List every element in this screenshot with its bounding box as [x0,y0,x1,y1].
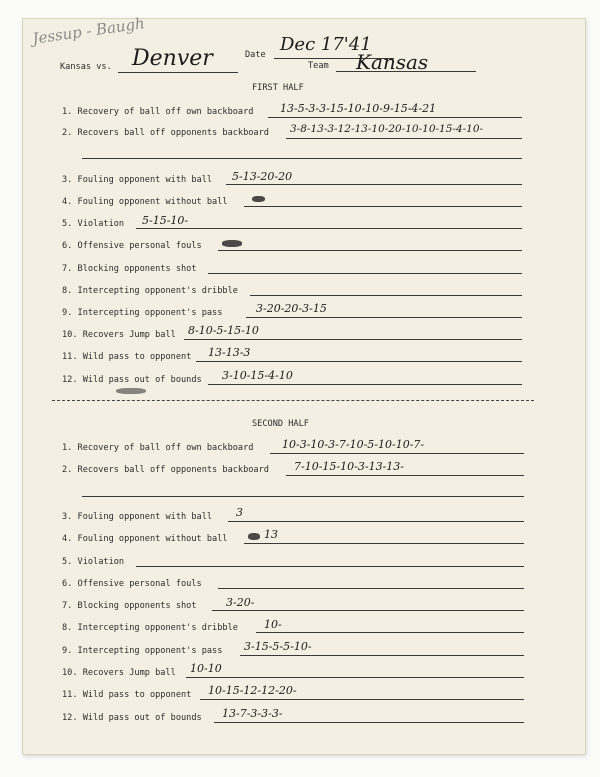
fh-row-11-label: 11. Wild pass to opponent [62,352,192,362]
fh-row-5-label: 5. Violation [62,219,125,229]
fh-row-7-line [208,273,522,274]
fh-row-1-value: 13-5-3-3-15-10-10-9-15-4-21 [280,102,437,115]
sh-row-12-value: 13-7-3-3-3- [222,707,283,720]
fh-row-7-label: 7. Blocking opponents shot [62,264,197,274]
fh-row-5-value: 5-15-10- [142,214,189,227]
fh-row-5-line [136,228,522,229]
date-label: Date [245,50,266,60]
date-value: Dec 17'41 [280,34,372,55]
sh-row-2-label: 2. Recovers ball off opponents backboard [62,465,269,475]
sh-row-10-line [186,677,524,678]
fh-row-11-line [196,361,522,362]
sh-row-11-label: 11. Wild pass to opponent [62,690,192,700]
sh-row-8-line [256,632,524,633]
sh-row-1-label: 1. Recovery of ball off own backboard [62,443,254,453]
sh-row-9-value: 3-15-5-5-10- [244,640,312,653]
fh-row-4-scribble [252,196,265,202]
second-half-title: SECOND HALF [252,419,309,429]
sh-row-4-label: 4. Fouling opponent without ball [62,534,228,544]
fh-row-9-line [246,317,522,318]
sh-row-4-line [244,543,524,544]
sh-row-6-line [218,588,524,589]
fh-row-8-line [250,295,522,296]
pencil-note: Jessup - Baugh [31,14,146,48]
kansas-vs-label: Kansas vs. [60,62,112,72]
fh-row-1-label: 1. Recovery of ball off own backboard [62,107,254,117]
opponent-name: Denver [132,46,213,71]
team-label: Team [308,61,329,71]
fh-row-12-value: 3-10-15-4-10 [222,369,293,382]
sh-row-2-extra-line [82,496,524,497]
sh-row-5-line [136,566,524,567]
sh-row-8-value: 10- [264,618,282,631]
fh-row-6-label: 6. Offensive personal fouls [62,241,202,251]
fh-row-2-label: 2. Recovers ball off opponents backboard [62,128,269,138]
sh-row-10-label: 10. Recovers Jump ball [62,668,176,678]
fh-row-1-line [268,117,522,118]
fh-row-10-value: 8-10-5-15-10 [188,324,259,337]
sh-row-3-label: 3. Fouling opponent with ball [62,512,213,522]
sh-row-5-label: 5. Violation [62,557,125,567]
sh-row-11-line [200,699,524,700]
sh-row-6-label: 6. Offensive personal fouls [62,579,202,589]
sh-row-4-scribble [248,533,260,540]
fh-row-8-label: 8. Intercepting opponent's dribble [62,286,238,296]
sh-row-12-line [214,722,524,723]
fh-row-2-value: 3-8-13-3-12-13-10-20-10-10-15-4-10- [290,123,484,135]
sh-row-12-label: 12. Wild pass out of bounds [62,713,202,723]
fh-row-3-line [226,184,522,185]
sh-row-11-value: 10-15-12-12-20- [208,684,297,697]
fh-row-6-line [218,250,522,251]
sh-row-2-line [286,475,524,476]
sh-row-4-value: 13 [264,528,278,541]
sh-row-9-label: 9. Intercepting opponent's pass [62,646,223,656]
sh-row-3-value: 3 [236,506,243,519]
fh-row-10-line [184,339,522,340]
fh-row-12-line [208,384,522,385]
sh-row-8-label: 8. Intercepting opponent's dribble [62,623,238,633]
fh-row-3-label: 3. Fouling opponent with ball [62,175,213,185]
fh-row-11-value: 13-13-3 [208,346,251,359]
team-name: Kansas [356,50,429,74]
sh-row-9-line [240,655,524,656]
sh-row-10-value: 10-10 [190,662,222,675]
half-divider [52,400,534,401]
fh-row-9-label: 9. Intercepting opponent's pass [62,308,223,318]
fh-row-2-extra-line [82,158,522,159]
fh-row-2-line [286,138,522,139]
fh-row-10-label: 10. Recovers Jump ball [62,330,176,340]
sh-row-3-line [228,521,524,522]
fh-row-3-value: 5-13-20-20 [232,170,293,183]
fh-row-12-label: 12. Wild pass out of bounds [62,375,202,385]
fh-row-12-scribble [116,388,146,394]
sh-row-1-value: 10-3-10-3-7-10-5-10-10-7- [282,438,425,451]
fh-row-9-value: 3-20-20-3-15 [256,302,327,315]
sh-row-7-label: 7. Blocking opponents shot [62,601,197,611]
fh-row-4-label: 4. Fouling opponent without ball [62,197,228,207]
first-half-title: FIRST HALF [252,83,304,93]
sh-row-7-value: 3-20- [226,596,255,609]
sh-row-1-line [270,453,524,454]
opponent-line [118,72,238,73]
sh-row-2-value: 7-10-15-10-3-13-13- [294,460,404,473]
fh-row-4-line [244,206,522,207]
fh-row-6-scribble [222,240,242,247]
sh-row-7-line [212,610,524,611]
